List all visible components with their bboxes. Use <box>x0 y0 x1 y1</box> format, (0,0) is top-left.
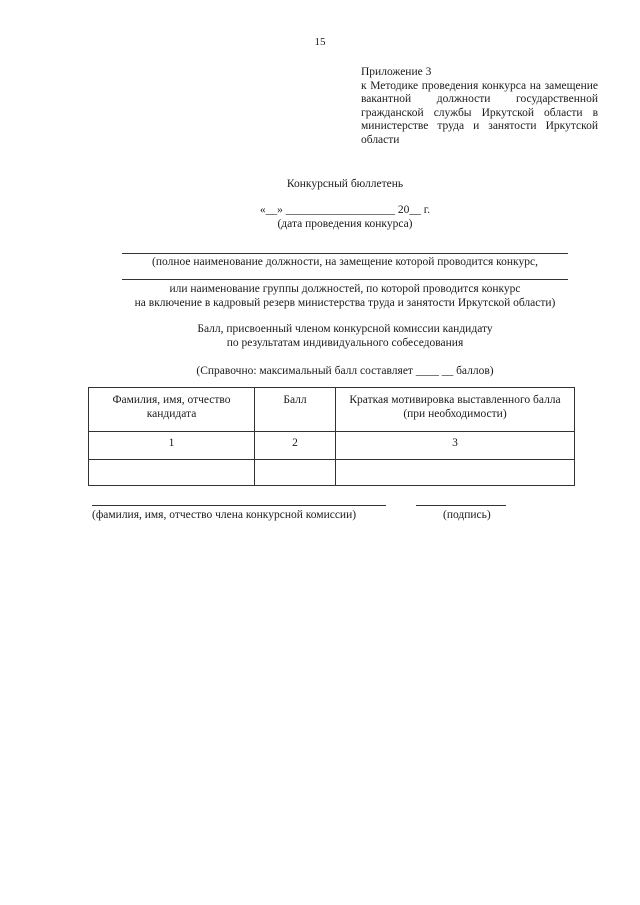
signature-line <box>416 505 506 506</box>
appendix-block <box>361 66 598 147</box>
position-caption-2: или наименование группы должностей, по которой проводится конкурс <box>169 283 521 295</box>
score-note-line-2: по результатам индивидуального собеседования <box>226 337 464 349</box>
position-caption-1: (полное наименование должности, на замещение которой проводится конкурс, <box>152 256 538 268</box>
score-cell[interactable] <box>255 460 336 486</box>
ballot-title: Конкурсный бюллетень <box>286 178 404 190</box>
appendix-body: к Методике проведения конкурса на замещение вакантной должности государственной гражданской службы Иркутской области в министерстве труда и занятости Иркутской области <box>361 79 598 146</box>
date-line: «__» ___________________ 20__ г. <box>259 204 431 216</box>
header-motivation: Краткая мотивировка выставленного балла (при необходимости) <box>336 388 575 432</box>
header-score: Балл <box>255 388 336 432</box>
header-candidate-name: Фамилия, имя, отчество кандидата <box>89 388 255 432</box>
table-header-row <box>89 388 575 432</box>
date-caption: (дата проведения конкурса) <box>277 218 413 230</box>
position-fill-line-2 <box>122 279 568 280</box>
member-name-line <box>92 505 386 506</box>
table-row <box>89 460 575 486</box>
motivation-cell[interactable] <box>336 460 575 486</box>
position-caption-3: на включение в кадровый резерв министерства труда и занятости Иркутской области) <box>134 297 556 309</box>
score-note-line-1: Балл, присвоенный членом конкурсной комиссии кандидату <box>197 323 493 335</box>
column-number-3: 3 <box>336 432 575 460</box>
appendix-title: Приложение 3 <box>361 66 432 78</box>
max-score-reference: (Справочно: максимальный балл составляет ____ __ баллов) <box>196 365 494 377</box>
member-name-caption: (фамилия, имя, отчество члена конкурсной комиссии) <box>92 509 357 521</box>
score-note <box>0 322 640 350</box>
table-row <box>89 432 575 460</box>
signature-caption: (подпись) <box>443 509 491 521</box>
ballot-table <box>88 387 575 486</box>
page-number: 15 <box>314 36 326 48</box>
position-fill-line-1 <box>122 253 568 254</box>
column-number-2: 2 <box>255 432 336 460</box>
candidate-name-cell[interactable] <box>89 460 255 486</box>
column-number-1: 1 <box>89 432 255 460</box>
